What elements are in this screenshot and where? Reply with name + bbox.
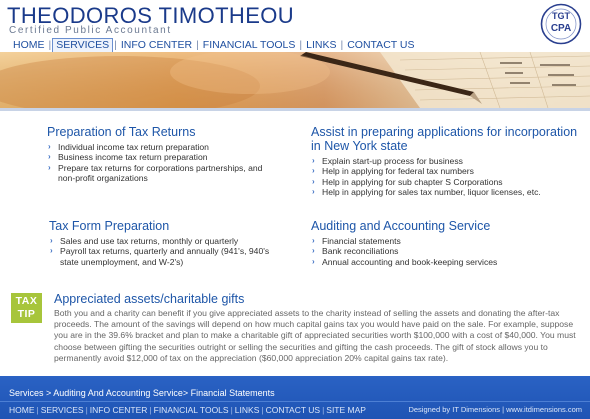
nav-links[interactable]: LINKS <box>306 38 337 51</box>
breadcrumb: Services > Auditing And Accounting Service> Financial Statements <box>9 388 275 398</box>
tax-tip-title: Appreciated assets/charitable gifts <box>54 292 245 306</box>
list-item: › Business income tax return preparation <box>48 152 208 163</box>
list-item: › Help in applying for sales tax number, liquor licenses, etc. <box>312 186 541 197</box>
cpa-logo[interactable] <box>540 3 582 45</box>
bullet-icon: › <box>312 256 315 266</box>
list-item: › Annual accounting and book-keeping services <box>312 256 498 267</box>
footer-separator: | <box>322 405 325 415</box>
bullet-icon: › <box>312 156 315 165</box>
site-header <box>0 0 590 52</box>
section-auditing <box>311 219 581 267</box>
footer-separator: | <box>36 405 39 415</box>
tax-tip-badge <box>11 293 42 323</box>
service-list <box>311 236 581 267</box>
service-list <box>311 156 581 197</box>
bullet-icon: › <box>48 142 51 151</box>
footer-link-info-center[interactable]: INFO CENTER <box>89 405 148 415</box>
footer-separator: | <box>230 405 233 415</box>
logo-ring-text: TGT <box>552 11 570 21</box>
footer-separator: | <box>261 405 264 415</box>
footer-separator: | <box>149 405 152 415</box>
footer-link-contact-us[interactable]: CONTACT US <box>265 405 321 415</box>
footer-link-services[interactable]: SERVICES <box>40 405 84 415</box>
list-item: › Explain start-up process for business <box>312 156 463 166</box>
main-nav <box>10 38 418 52</box>
footer-link-financial-tools[interactable]: FINANCIAL TOOLS <box>153 405 229 415</box>
list-item: › Sales and use tax returns, monthly or quarterly <box>50 236 239 246</box>
section-tax-returns <box>47 125 282 183</box>
hero-divider <box>0 108 590 111</box>
list-item: › Help in applying for sub chapter S Corporations <box>312 176 503 187</box>
nav-separator: | <box>196 39 199 51</box>
section-title: Auditing and Accounting Service <box>311 219 491 233</box>
firm-subtitle: Certified Public Accountant <box>9 25 172 36</box>
list-item: › Help in applying for federal tax numbers <box>312 166 474 177</box>
list-item: › Payroll tax returns, quarterly and annually (941's, 940's state unemployment, and W-2's) <box>50 246 270 267</box>
nav-separator: | <box>340 39 344 51</box>
bullet-icon: › <box>312 166 315 176</box>
list-item: › Bank reconciliations <box>312 246 399 257</box>
nav-separator: | <box>48 39 52 51</box>
section-title: Assist in preparing applications for incorporation in New York state <box>311 125 578 153</box>
list-item: › Financial statements <box>312 236 401 246</box>
bullet-icon: › <box>312 186 315 196</box>
hero-banner <box>0 52 590 108</box>
bullet-icon: › <box>50 246 53 256</box>
section-incorporation <box>311 125 581 197</box>
nav-info-center[interactable]: INFO CENTER <box>120 38 193 51</box>
hero-image <box>0 52 590 108</box>
bullet-icon: › <box>50 236 53 245</box>
tax-tip-badge-line2: TIP <box>17 308 36 320</box>
service-list <box>49 236 284 267</box>
section-title: Preparation of Tax Returns <box>47 125 196 139</box>
section-title: Tax Form Preparation <box>49 219 170 233</box>
footer-link-links[interactable]: LINKS <box>234 405 260 415</box>
list-item: › Individual income tax return preparation <box>48 142 209 152</box>
list-item: › Prepare tax returns for corporations partnerships, and non-profit organizations <box>48 162 263 183</box>
firm-name[interactable]: THEODOROS TIMOTHEOU <box>7 3 295 28</box>
footer-separator: | <box>85 405 88 415</box>
service-list <box>47 142 282 183</box>
bullet-icon: › <box>48 162 51 172</box>
nav-separator: | <box>114 39 117 51</box>
bullet-icon: › <box>48 152 51 162</box>
tax-tip-text: Both you and a charity can benefit if you give appreciated assets to the charity instead of selling the assets and donating the after-tax proceeds. The amount of the savings will depend on how much capital gains tax you would have paid on the sale. For example, suppose you are in the 39.6% bracket and plan to make a charitable gift of appreciated securities worth $100,000 with a cost of $40,000. You must choose between gifting the securities outright or selling the securities and gifting the cash proceeds. The gift of stock allows you to permanently avoid $12,000 of tax on the appreciation ($60,000 appreciation 20% capital gains tax rate). <box>54 308 576 363</box>
nav-home[interactable]: HOME <box>13 38 45 51</box>
bullet-icon: › <box>312 246 315 256</box>
bullet-icon: › <box>312 236 315 245</box>
nav-services[interactable]: SERVICES <box>52 38 113 53</box>
designer-credit[interactable]: Designed by IT Dimensions | www.itdimensions.com <box>408 405 582 414</box>
footer-link-site-map[interactable]: SITE MAP <box>326 405 366 415</box>
footer-divider <box>0 401 590 402</box>
bullet-icon: › <box>312 176 315 186</box>
tax-tip-badge-line1: TAX <box>15 295 38 307</box>
logo-inner-text: CPA <box>550 23 572 34</box>
section-tax-forms <box>49 219 284 267</box>
footer-link-home[interactable]: HOME <box>9 405 35 415</box>
nav-financial-tools[interactable]: FINANCIAL TOOLS <box>202 38 296 51</box>
nav-contact-us[interactable]: CONTACT US <box>347 38 415 51</box>
footer-nav <box>9 405 366 415</box>
nav-separator: | <box>299 39 303 51</box>
